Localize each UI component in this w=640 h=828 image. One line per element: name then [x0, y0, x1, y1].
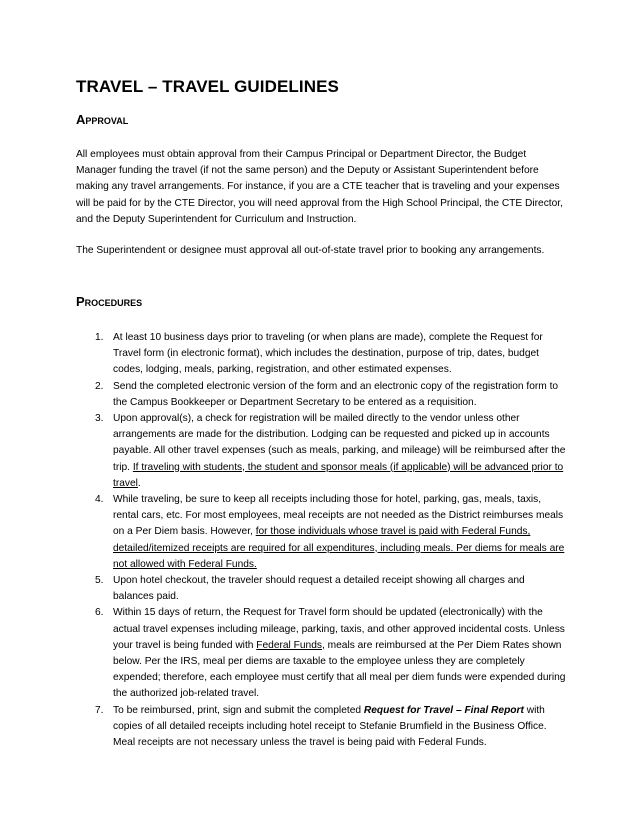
- item-underlined-text: Federal Funds: [256, 639, 322, 651]
- form-name-emphasis: Request for Travel – Final Report: [363, 704, 524, 716]
- item-text: While traveling, be sure to keep all receipts including those for hotel, parking, gas, meals, taxis, rental cars, etc. For most employees, meal receipts are not needed as the District reimburses meals on a Per Diem basis. However,: [113, 494, 564, 538]
- procedures-list: [76, 330, 568, 751]
- procedure-item-4: [76, 492, 568, 573]
- item-text-end: .: [137, 477, 141, 489]
- item-number: 3.: [95, 413, 104, 425]
- approval-paragraph-1: All employees must obtain approval from their Campus Principal or Department Director, the Budget Manager funding the travel (if not the same person) and the Deputy or Assistant Superintendent before making any travel arrangements. For instance, if you are a CTE teacher that is traveling and your expenses will be paid for by the CTE Director, you will need approval from the High School Principal, the CTE Director, and the Deputy Superintendent for Curriculum and Instruction.: [76, 149, 563, 225]
- item-text: To be reimbursed, print, sign and submit the completed: [113, 704, 364, 716]
- approval-paragraph-2: The Superintendent or designee must approval all out-of-state travel prior to booking any arrangements.: [76, 245, 545, 256]
- procedure-item-5: [76, 573, 568, 605]
- procedure-item-7: [76, 703, 568, 752]
- procedure-item-6: [76, 605, 568, 702]
- procedure-item-2: [76, 379, 568, 411]
- procedure-item-3: [76, 411, 568, 492]
- procedure-item-1: [76, 330, 568, 379]
- page-title: TRAVEL – TRAVEL GUIDELINES: [76, 77, 339, 96]
- item-text-end: with copies of all detailed receipts including hotel receipt to Stefanie Brumfield in the Business Office. Meal receipts are not necessary unless the travel is being paid with Federal Funds.: [113, 704, 547, 749]
- item-text: Upon hotel checkout, the traveler should request a detailed receipt showing all charges and balances paid.: [113, 575, 525, 603]
- item-underlined-text: for those individuals whose travel is paid with Federal Funds, detailed/itemized receipts are required for all expenditures, including meals. Per diems for meals are not allowed with Federal Funds.: [113, 526, 565, 570]
- item-number: 4.: [95, 494, 104, 506]
- item-number: 2.: [95, 380, 104, 392]
- item-text: Upon approval(s), a check for registration will be mailed directly to the vendor unless other arrangements are made for the distribution. Lodging can be requested and picked up in accounts payable. All other travel expenses (such as meals, parking, and mileage) will be reimbursed after the trip.: [113, 413, 566, 473]
- item-text: Within 15 days of return, the Request for Travel form should be updated (electronically) with the actual travel expenses including mileage, parking, taxis, and other approved incidental costs. Unless your travel is being funded with: [113, 607, 565, 651]
- item-number: 7.: [95, 704, 104, 716]
- item-underlined-text: If traveling with students, the student and sponsor meals (if applicable) will be advanced prior to travel: [113, 461, 564, 489]
- item-number: 1.: [95, 332, 104, 343]
- item-text: Send the completed electronic version of the form and an electronic copy of the registration form to the Campus Bookkeeper or Department Secretary to be entered as a requisition.: [113, 380, 559, 408]
- item-text: At least 10 business days prior to traveling (or when plans are made), complete the Request for Travel form (in electronic format), which includes the destination, purpose of trip, dates, budget codes, lodging, meals, parking, registration, and other estimated expenses.: [113, 332, 543, 376]
- item-text-end: , meals are reimbursed at the Per Diem Rates shown below. Per the IRS, meal per diems are taxable to the employee unless they are completely expended; therefore, each employee must certify that all meal per diem funds were expended during the authorized job-related travel.: [113, 639, 566, 700]
- procedures-heading: Procedures: [76, 294, 143, 309]
- item-number: 6.: [95, 607, 104, 619]
- item-number: 5.: [95, 575, 104, 587]
- approval-heading: Approval: [76, 112, 129, 127]
